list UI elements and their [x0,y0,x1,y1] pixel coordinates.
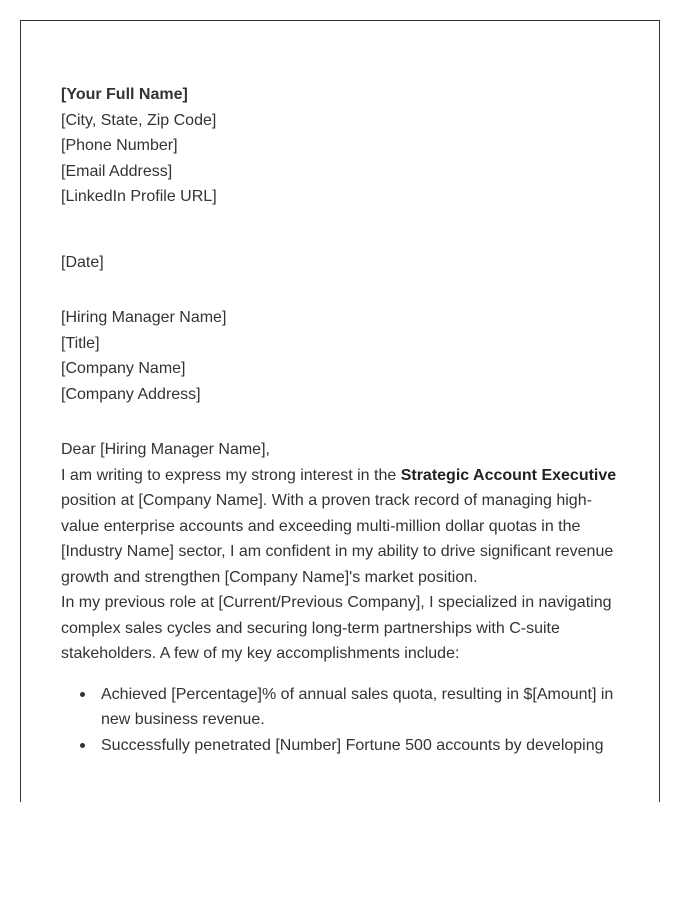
accomplishment-text: Achieved [Percentage]% of annual sales quota, resulting in $[Amount] in new business revenue. [101,685,614,728]
bullet-icon [80,692,85,697]
paragraph-intro [61,463,621,591]
sender-name: [Your Full Name] [61,86,188,103]
accomplishment-text: Successfully penetrated [Number] Fortune 500 accounts by developing [101,736,604,754]
sender-block [61,82,621,210]
recipient-address: [Company Address] [61,385,201,403]
sender-phone: [Phone Number] [61,137,178,154]
accomplishments-list [61,682,621,759]
role-title: Strategic Account Executive [400,466,617,484]
sender-city: [City, State, Zip Code] [61,111,217,129]
letter-content [61,82,621,758]
sender-linkedin: [LinkedIn Profile URL] [61,188,217,205]
bullet-icon [80,743,85,748]
recipient-company: [Company Name] [61,360,186,377]
paragraph-experience: In my previous role at [Current/Previous Company], I specialized in navigating complex sales cycles and securing long-term partnerships with C-suite stakeholders. A few of my key accomplishments include: [61,594,612,662]
paragraph-intro-end: position at [Company Name]. With a proven track record of managing high-value enterprise accounts and exceeding multi-million dollar quotas in the [Industry Name] sector, I am confident in my ability to drive significant revenue growth and strengthen [Company Name]'s market position. [61,492,614,586]
letter-date: [Date] [61,253,104,271]
recipient-title: [Title] [61,334,100,352]
sender-email: [Email Address] [61,162,173,180]
letter-page [20,20,660,802]
list-item [101,733,621,759]
recipient-name: [Hiring Manager Name] [61,309,227,326]
recipient-block [61,305,621,407]
list-item [101,682,621,733]
salutation: Dear [Hiring Manager Name], [61,441,270,458]
paragraph-intro-start: I am writing to express my strong interest in the [61,466,401,484]
